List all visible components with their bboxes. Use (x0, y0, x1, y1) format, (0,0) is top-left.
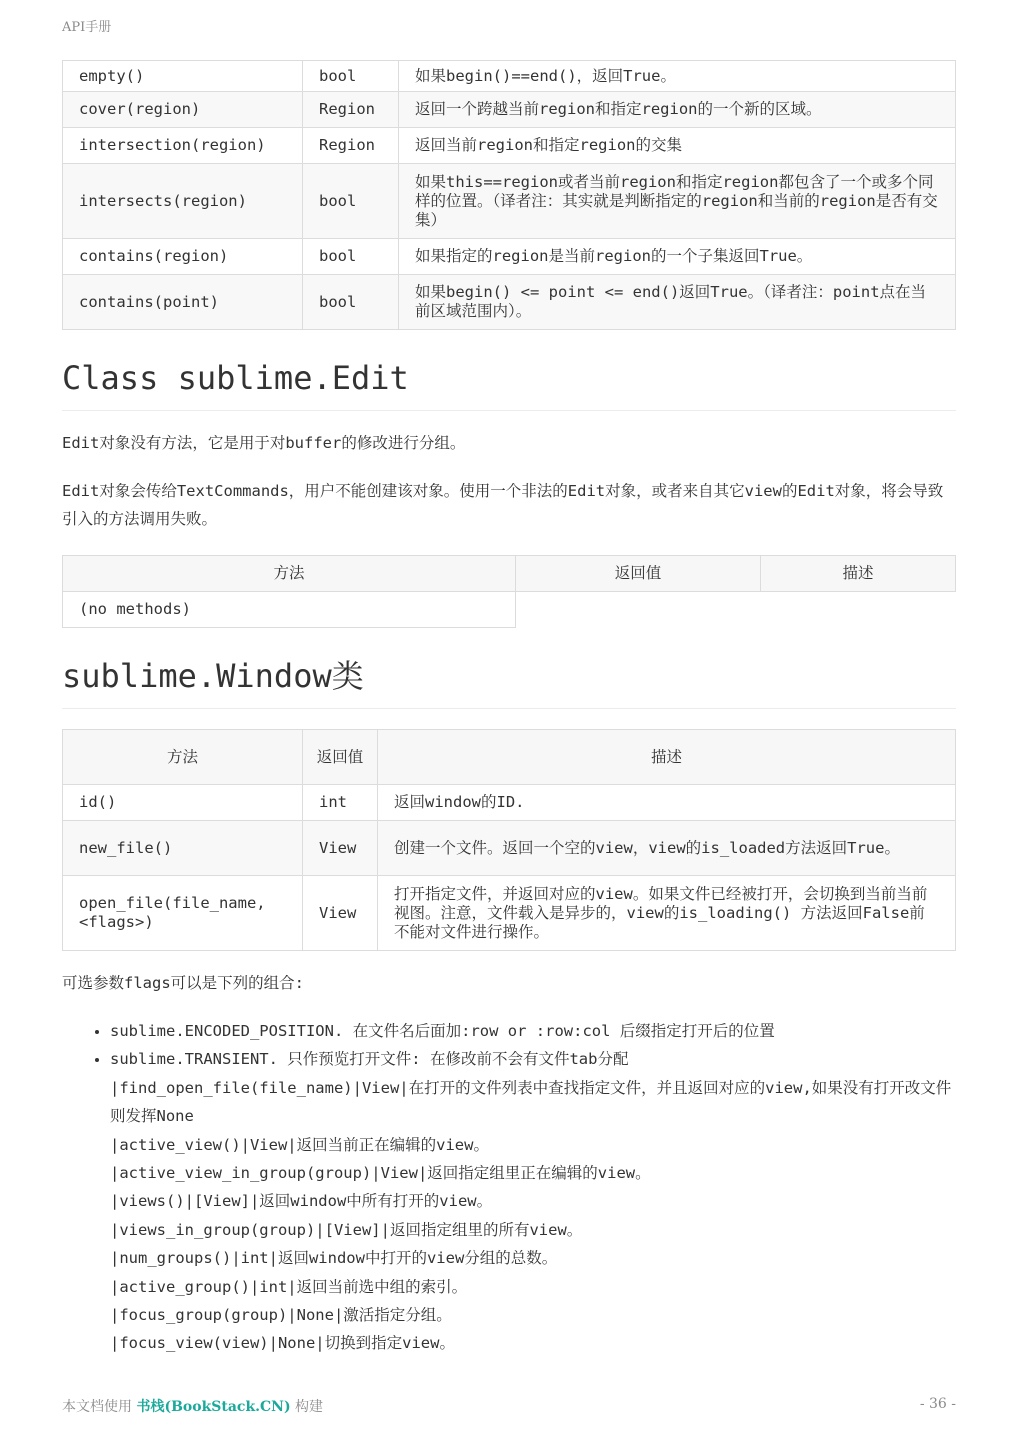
method-line: |views()|[View]|返回window中所有打开的view。 (110, 1192, 493, 1211)
return-cell: View (303, 821, 378, 876)
column-header-method: 方法 (63, 556, 516, 592)
page-header: API手册 (62, 20, 112, 35)
table-row (63, 592, 956, 628)
list-item: • sublime.ENCODED_POSITION. 在文件名后面加:row or :row:col 后缀指定打开后的位置 (110, 1017, 956, 1045)
edit-paragraph-1: Edit对象没有方法，它是用于对buffer的修改进行分组。 (62, 434, 466, 452)
table-row (63, 92, 956, 128)
empty-cell (761, 592, 956, 628)
region-methods-table (62, 60, 956, 330)
description-cell: 返回window的ID. (378, 785, 956, 821)
flags-list (62, 1017, 956, 1074)
return-cell: Region (303, 92, 399, 128)
empty-cell (516, 592, 761, 628)
return-cell: bool (303, 164, 399, 239)
table-header-row (63, 556, 956, 592)
page-footer (62, 1396, 956, 1416)
window-section-heading: sublime.Window类 (62, 656, 956, 709)
table-row (63, 785, 956, 821)
column-header-return: 返回值 (516, 556, 761, 592)
method-cell: id() (63, 785, 303, 821)
return-cell: bool (303, 239, 399, 275)
table-header-row (63, 730, 956, 785)
method-line: |active_view_in_group(group)|View|返回指定组里正在编辑的view。 (110, 1164, 651, 1183)
return-cell: int (303, 785, 378, 821)
column-header-description: 描述 (378, 730, 956, 785)
method-cell: empty() (63, 61, 303, 92)
method-cell: cover(region) (63, 92, 303, 128)
window-methods-table (62, 729, 956, 951)
description-cell: 打开指定文件，并返回对应的view。如果文件已经被打开，会切换到当前当前视图。注意，文件载入是异步的，view的is_loading() 方法返回False前不能对文件进行操作。 (378, 876, 956, 951)
method-line: |views_in_group(group)|[View]|返回指定组里的所有view。 (110, 1220, 583, 1239)
table-row (63, 164, 956, 239)
footer-brand-link[interactable]: 书栈(BookStack.CN) (136, 1399, 291, 1415)
return-cell: bool (303, 61, 399, 92)
description-cell: 返回当前region和指定region的交集 (399, 128, 956, 164)
table-row (63, 239, 956, 275)
method-cell: intersects(region) (63, 164, 303, 239)
table-row (63, 61, 956, 92)
method-cell: open_file(file_name, <flags>) (63, 876, 303, 951)
table-row (63, 821, 956, 876)
description-cell: 创建一个文件。返回一个空的view，view的is_loaded方法返回True。 (378, 821, 956, 876)
column-header-description: 描述 (761, 556, 956, 592)
edit-paragraph-2: Edit对象会传给TextCommands，用户不能创建该对象。使用一个非法的Edit对象，或者来自其它view的Edit对象，将会导致引入的方法调用失败。 (62, 482, 944, 528)
flags-intro: 可选参数flags可以是下列的组合: (62, 974, 304, 992)
method-cell: contains(region) (63, 239, 303, 275)
method-cell: contains(point) (63, 275, 303, 330)
page-content (62, 60, 956, 1358)
method-cell: new_file() (63, 821, 303, 876)
table-row (63, 876, 956, 951)
method-line: |focus_view(view)|None|切换到指定view。 (110, 1334, 455, 1353)
page-number: - 36 - (919, 1396, 956, 1412)
column-header-return: 返回值 (303, 730, 378, 785)
column-header-method: 方法 (63, 730, 303, 785)
description-cell: 如果begin()==end()，返回True。 (399, 61, 956, 92)
return-cell: bool (303, 275, 399, 330)
return-cell: View (303, 876, 378, 951)
return-cell: Region (303, 128, 399, 164)
list-item: • sublime.TRANSIENT. 只作预览打开文件: 在修改前不会有文件tab分配 (110, 1045, 956, 1073)
table-row (63, 128, 956, 164)
description-cell: 如果指定的region是当前region的一个子集返回True。 (399, 239, 956, 275)
method-line: |focus_group(group)|None|激活指定分组。 (110, 1306, 452, 1325)
description-cell: 如果begin() <= point <= end()返回True。（译者注：point点在当前区域范围内）。 (399, 275, 956, 330)
method-cell: intersection(region) (63, 128, 303, 164)
footer-prefix: 本文档使用 (62, 1399, 137, 1415)
method-line: |active_view()|View|返回当前正在编辑的view。 (110, 1135, 489, 1154)
method-cell: (no methods) (63, 592, 516, 628)
description-cell: 如果this==region或者当前region和指定region都包含了一个或多个同样的位置。（译者注：其实就是判断指定的region和当前的region是否有交集） (399, 164, 956, 239)
edit-methods-table (62, 555, 956, 628)
footer-suffix: 构建 (290, 1399, 324, 1415)
method-line: |num_groups()|int|返回window中打开的view分组的总数。 (110, 1249, 558, 1268)
method-line-find-open-file: |find_open_file(file_name)|View|在打开的文件列表中查找指定文件，并且返回对应的view,如果没有打开改文件则发挥None (110, 1078, 952, 1126)
description-cell: 返回一个跨越当前region和指定region的一个新的区域。 (399, 92, 956, 128)
edit-section-heading: Class sublime.Edit (62, 358, 956, 411)
method-line: |active_group()|int|返回当前选中组的索引。 (110, 1277, 468, 1296)
table-row (63, 275, 956, 330)
